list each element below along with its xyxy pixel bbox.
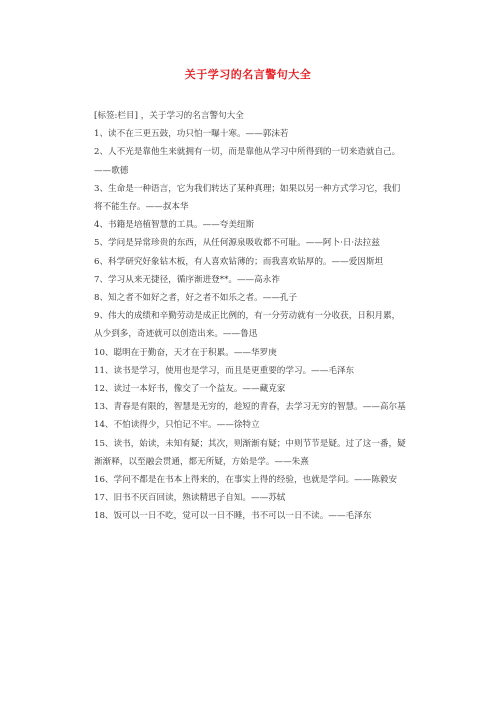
- quote-item: 2、人不光是靠他生来就拥有一切，而是靠他从学习中所得到的一切来造就自己。——歌德: [94, 147, 401, 176]
- quote-item: 17、旧书不厌百回读，熟读精思子自知。——苏轼: [94, 493, 286, 504]
- quote-item: 8、知之者不如好之者，好之者不如乐之者。——孔子: [94, 293, 298, 304]
- document-body: [94, 107, 406, 526]
- document-title: 关于学习的名言警句大全: [184, 68, 312, 81]
- intro-line: [标签:栏目] ，关于学习的名言警句大全: [94, 111, 244, 121]
- quote-item: 9、伟大的成绩和辛勤劳动是成正比例的，有一分劳动就有一分收获，日积月累，从少到多，奇迹就可以创造出来。——鲁迅: [94, 311, 401, 340]
- quote-item: 7、学习从来无捷径，循序渐进登**。——高永祚: [94, 274, 280, 285]
- quote-item: 5、学问是异常珍贵的东西，从任何源泉吸收都不可耻。——阿卜·日·法拉兹: [94, 238, 380, 249]
- quote-item: 4、书籍是培植智慧的工具。——夸美纽斯: [94, 220, 255, 231]
- quote-item: 6、科学研究好象钻木板，有人喜欢钻薄的；而我喜欢钻厚的。——爱因斯坦: [94, 256, 384, 267]
- quote-item: 3、生命是一种语言，它为我们转达了某种真理；如果以另一种方式学习它，我们将不能生存。——叔本华: [94, 183, 401, 213]
- quote-item: 14、不怕读得少，只怕记不牢。——徐特立: [94, 420, 260, 431]
- quote-item: 15、读书，始读，未知有疑；其次，则渐渐有疑；中则节节是疑。过了这一番，疑渐渐释，以至融会贯通，都无所疑，方始是学。——朱熹: [94, 438, 406, 467]
- quote-item: 12、读过一本好书，像交了一个益友。——藏克家: [94, 384, 286, 395]
- quote-item: 13、青春是有限的，智慧是无穷的，趁短的青春，去学习无穷的智慧。——高尔基: [94, 402, 406, 413]
- quote-item: 1、读不在三更五鼓，功只怕一曝十寒。——郭沫若: [94, 129, 289, 140]
- quote-item: 11、读书是学习，使用也是学习，而且是更重要的学习。——毛泽东: [94, 365, 355, 376]
- quote-item: 10、聪明在于勤奋，天才在于积累。——华罗庚: [94, 347, 277, 358]
- quote-item: 16、学问不都是在书本上得来的，在事实上得的经验，也就是学问。——陈毅安: [94, 475, 398, 486]
- quote-item: 18、饭可以一日不吃，觉可以一日不睡，书不可以一日不读。——毛泽东: [94, 511, 372, 522]
